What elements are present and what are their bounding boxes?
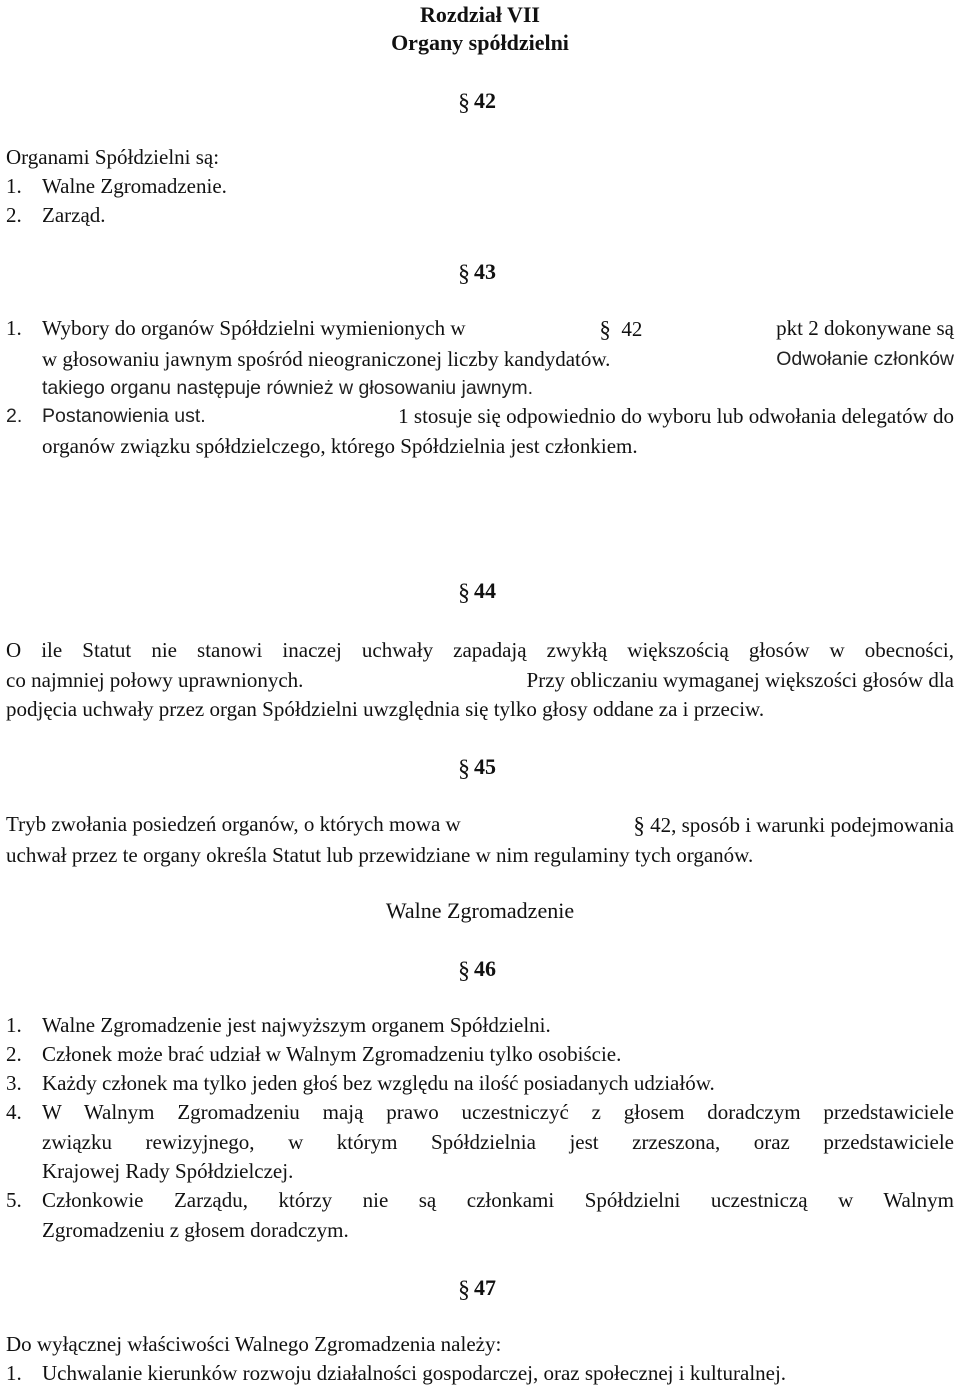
text-part: w głosowaniu jawnym spośród nieograniczonej liczby kandydatów.	[42, 346, 611, 371]
text-part: pkt 2 dokonywane są	[776, 316, 954, 340]
text-line: W Walnym Zgromadzeniu mają prawo uczestniczyć z głosem doradczym przedstawiciele	[42, 1100, 954, 1124]
list-item	[6, 1040, 954, 1070]
paragraph-number: 45	[474, 754, 496, 779]
p44-paragraph	[6, 636, 954, 725]
list-text: Zarząd.	[42, 203, 106, 227]
paragraph-number: 47	[474, 1275, 496, 1300]
paragraph-number: 42	[474, 88, 496, 113]
list-number: 1.	[6, 1361, 22, 1385]
list-text: Walne Zgromadzenie jest najwyższym organem Spółdzielni.	[42, 1013, 551, 1037]
section-sign: §	[458, 756, 470, 782]
chapter-title: Rozdział VII	[420, 2, 540, 27]
chapter-subtitle: Organy spółdzielni	[391, 30, 569, 55]
paragraph-heading-42	[458, 86, 496, 117]
text-line	[42, 402, 954, 432]
list-item	[6, 1098, 954, 1187]
list-item	[6, 201, 954, 231]
text-line: Zgromadzeniu z głosem doradczym.	[42, 1217, 349, 1242]
section-reference	[599, 314, 642, 345]
list-item	[6, 314, 954, 404]
list-item	[6, 1359, 954, 1389]
paragraph-heading-46	[458, 954, 496, 985]
list-item	[6, 172, 954, 202]
section-sign: §	[458, 90, 470, 116]
section-sign: §	[458, 261, 470, 287]
reference-number: 42	[621, 317, 643, 341]
list-item	[6, 1011, 954, 1041]
paragraph-heading-47	[458, 1273, 496, 1304]
list-text: Walne Zgromadzenie.	[42, 174, 227, 198]
text-line: Członkowie Zarządu, którzy nie są członkami Spółdzielni uczestniczą w Walnym	[42, 1188, 954, 1212]
list-text: Każdy członek ma tylko jeden głoś bez względu na ilość posiadanych udziałów.	[42, 1071, 715, 1095]
list-number: 2.	[6, 203, 22, 227]
paragraph-number: 44	[474, 578, 496, 603]
section-sign: §	[458, 580, 470, 606]
text-line	[6, 666, 954, 696]
list-text: Uchwalanie kierunków rozwoju działalności gospodarczej, oraz społecznej i kulturalnej.	[42, 1361, 787, 1385]
text-line: organów związku spółdzielczego, którego Spółdzielnia jest członkiem.	[42, 433, 638, 458]
text-part	[633, 810, 954, 841]
section-sign: §	[458, 1277, 470, 1303]
text-part: 1 stosuje się odpowiednio do wyboru lub odwołania delegatów do	[398, 404, 954, 428]
text-line	[6, 810, 954, 841]
p47-intro: Do wyłącznej właściwości Walnego Zgromadzenia należy:	[6, 1332, 502, 1356]
text-part: Odwołanie członków	[776, 347, 954, 370]
text-part: Postanowienia ust.	[42, 405, 206, 427]
list-number: 2.	[6, 405, 23, 427]
section-subheading: Walne Zgromadzenie	[385, 898, 575, 923]
text-part: Wybory do organów Spółdzielni wymienionych w	[42, 316, 466, 340]
list-number: 3.	[6, 1071, 22, 1095]
section-sign: §	[599, 317, 611, 342]
text-line: związku rewizyjnego, w którym Spółdzielnia jest zrzeszona, oraz przedstawiciele	[42, 1129, 954, 1154]
paragraph-heading-43	[458, 257, 496, 288]
list-number: 5.	[6, 1188, 22, 1212]
text-line: Krajowej Rady Spółdzielczej.	[42, 1159, 294, 1183]
p42-intro: Organami Spółdzielni są:	[6, 145, 220, 169]
text-part: Tryb zwołania posiedzeń organów, o których mowa w	[6, 812, 461, 836]
list-number: 1.	[6, 316, 22, 340]
paragraph-number: 46	[474, 956, 496, 981]
text-part: Przy obliczaniu wymaganej większości głosów dla	[526, 667, 954, 692]
section-sign: §	[458, 958, 470, 984]
text-part: co najmniej połowy uprawnionych.	[6, 667, 304, 692]
paragraph-heading-45	[458, 752, 496, 783]
paragraph-heading-44	[458, 576, 496, 607]
list-number: 1.	[6, 1013, 22, 1037]
text-line: O ile Statut nie stanowi inaczej uchwały zapadają zwykłą większością głosów w obecności,	[6, 638, 954, 662]
list-number: 4.	[6, 1100, 22, 1124]
list-number: 2.	[6, 1042, 22, 1066]
list-text: Członek może brać udział w Walnym Zgromadzeniu tylko osobiście.	[42, 1042, 622, 1066]
text-line	[42, 345, 954, 375]
text-line: podjęcia uchwały przez organ Spółdzielni uwzględnia się tylko głosy oddane za i przeciw.	[6, 697, 765, 721]
list-item	[6, 1186, 954, 1245]
list-item	[6, 402, 954, 461]
text-part: 42, sposób i warunki podejmowania	[650, 813, 954, 837]
text-line	[42, 314, 954, 345]
text-line: uchwał przez te organy określa Statut lub przewidziane w nim regulaminy tych organów.	[6, 842, 754, 867]
list-item	[6, 1069, 954, 1099]
text-line: takiego organu następuje również w głosowaniu jawnym.	[42, 377, 534, 399]
paragraph-number: 43	[474, 259, 496, 284]
p45-paragraph	[6, 810, 954, 870]
list-number: 1.	[6, 174, 22, 198]
section-sign: §	[633, 813, 645, 838]
